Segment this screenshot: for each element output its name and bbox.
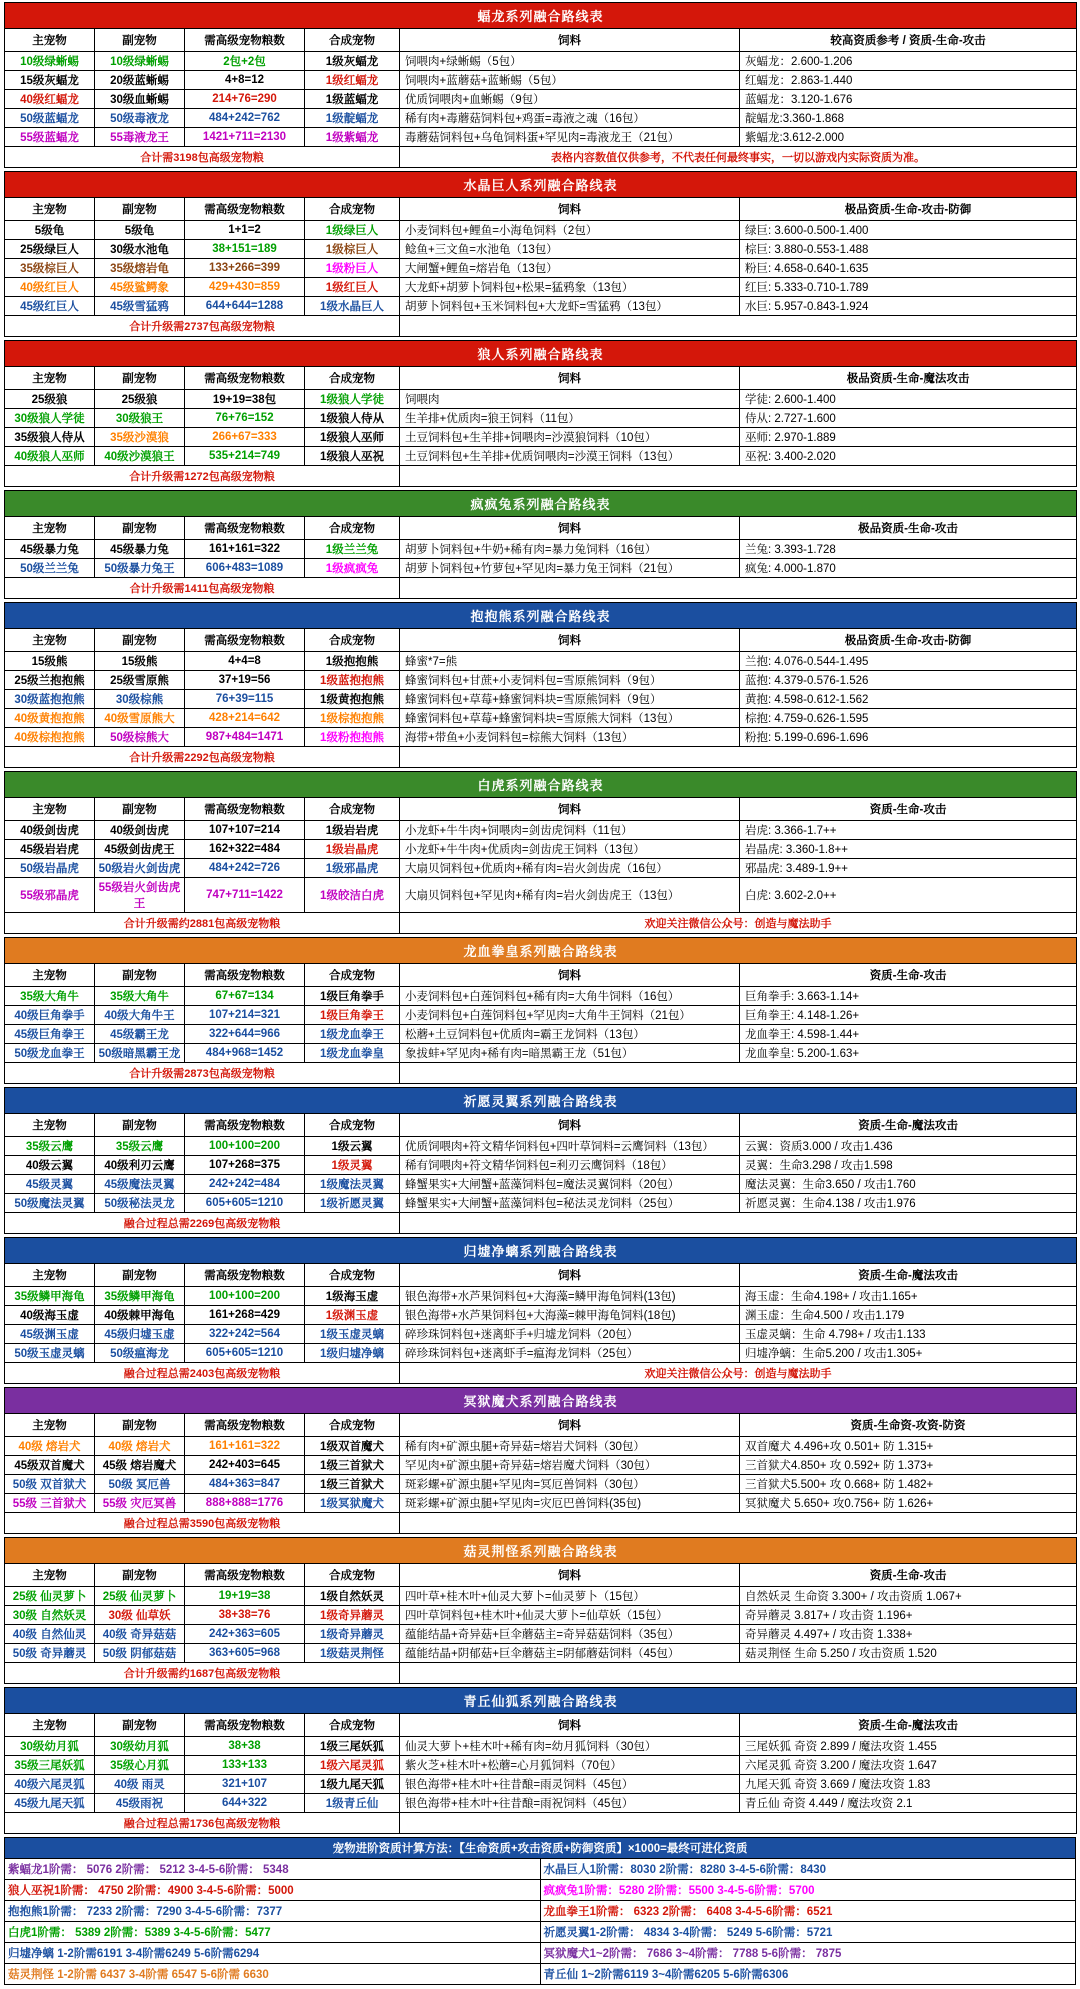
column-header: 需高级宠物粮数 bbox=[185, 1564, 305, 1587]
section-note bbox=[400, 578, 1077, 599]
column-header: 副宠物 bbox=[95, 1564, 185, 1587]
table-row: 40级 自然仙灵 40级 奇异菇菇 242+363=605 1级奇异蘑灵 蕴能结晶+奇异菇+巨伞蘑菇主=奇异菇菇饲料（35包） 奇异蘑灵 4.497+ / 攻击资 1.338+ bbox=[5, 1625, 1077, 1644]
table-row: 25级绿巨人 30级水池龟 38+151=189 1级棕巨人 鲶鱼+三文鱼=水池龟（13包） 棕巨: 3.880-0.553-1.488 bbox=[5, 240, 1077, 259]
column-header: 主宠物 bbox=[5, 964, 95, 987]
table-row: 40级海玉虚 40级棘甲海龟 161+268=429 1级渊玉虚 银色海带+水芦果饲料包+大海藻=棘甲海龟饲料(18包) 渊玉虚：生命4.500 / 攻击1.179 bbox=[5, 1306, 1077, 1325]
advancement-right: 水晶巨人1阶需：8030 2阶需：8280 3-4-5-6阶需：8430 bbox=[540, 1859, 1076, 1880]
table-row: 50级蓝蝠龙 50级毒液龙 484+242=762 1级靛蝠龙 稀有肉+毒蘑菇饲料包+鸡蛋=毒液之魂（16包） 靛蝠龙:3.360-1.868 bbox=[5, 109, 1077, 128]
column-header: 主宠物 bbox=[5, 198, 95, 221]
table-row: 15级灰蝠龙 20级蓝蜥蜴 4+8=12 1级红蝠龙 饲喂肉+蓝蘑菇+蓝蜥蜴（5包） 红蝠龙：2.863-1.440 bbox=[5, 71, 1077, 90]
section-note bbox=[400, 316, 1077, 337]
column-header: 资质-生命资-攻资-防资 bbox=[740, 1414, 1077, 1437]
column-header: 副宠物 bbox=[95, 29, 185, 52]
table-row: 45级渊玉虚 45级归墟玉虚 322+242=564 1级玉虚灵螭 碎珍珠饲料包+迷离虾手+归墟龙饲料（20包） 玉虚灵螭：生命 4.798+ / 攻击1.133 bbox=[5, 1325, 1077, 1344]
column-header: 需高级宠物粮数 bbox=[185, 964, 305, 987]
advancement-left: 菇灵荆怪 1-2阶需 6437 3-4阶需 6547 5-6阶需 6630 bbox=[5, 1964, 541, 1985]
column-header: 需高级宠物粮数 bbox=[185, 1414, 305, 1437]
advancement-row bbox=[5, 1901, 1076, 1922]
column-header: 合成宠物 bbox=[305, 798, 400, 821]
column-header: 主宠物 bbox=[5, 1264, 95, 1287]
column-header: 主宠物 bbox=[5, 1114, 95, 1137]
column-header: 合成宠物 bbox=[305, 629, 400, 652]
section-title: 白虎系列融合路线表 bbox=[5, 772, 1077, 798]
table-row: 40级棕抱抱熊 50级棕熊大 987+484=1471 1级粉抱抱熊 海带+带鱼+小麦饲料包=棕熊大饲料（13包） 粉抱: 5.199-0.696-1.696 bbox=[5, 728, 1077, 747]
column-header: 资质-生命-魔法攻击 bbox=[740, 1714, 1077, 1737]
table-row: 45级暴力兔 45级暴力兔 161+161=322 1级兰兰兔 胡萝卜饲料包+牛奶+稀有肉=暴力兔饲料（16包） 兰兔: 3.393-1.728 bbox=[5, 540, 1077, 559]
section-title: 抱抱熊系列融合路线表 bbox=[5, 603, 1077, 629]
table-row: 50级 双首狱犬 50级 冥厄兽 484+363=847 1级三首狱犬 斑彩螺+矿源虫腿+罕见肉=冥厄兽饲料（30包） 三首狱犬5.500+ 攻 0.668+ 防 1.482+ bbox=[5, 1475, 1077, 1494]
total-label: 合计升级需2737包高级宠物粮 bbox=[5, 316, 400, 337]
table-row: 40级红蝠龙 30级血蜥蜴 214+76=290 1级蓝蝠龙 优质饲喂肉+血蜥蜴（9包） 蓝蝠龙：3.120-1.676 bbox=[5, 90, 1077, 109]
total-row bbox=[5, 1663, 1077, 1684]
section-title: 蝠龙系列融合路线表 bbox=[5, 3, 1077, 29]
table-row: 45级红巨人 45级雪猛鸦 644+644=1288 1级水晶巨人 胡萝卜饲料包+玉米饲料包+大龙虾=雪猛鸦（13包） 水巨: 5.957-0.843-1.924 bbox=[5, 297, 1077, 316]
column-header: 饲料 bbox=[400, 198, 740, 221]
column-header: 主宠物 bbox=[5, 1564, 95, 1587]
table-row: 35级云鹰 35级云鹰 100+100=200 1级云翼 优质饲喂肉+符文精华饲料包+四叶草饲料=云鹰饲料（13包） 云翼：资质3.000 / 攻击1.436 bbox=[5, 1137, 1077, 1156]
column-header: 饲料 bbox=[400, 964, 740, 987]
column-header: 饲料 bbox=[400, 629, 740, 652]
advancement-row bbox=[5, 1880, 1076, 1901]
table-row: 40级 熔岩犬 40级 熔岩犬 161+161=322 1级双首魔犬 稀有肉+矿源虫腿+奇异菇=熔岩犬饲料（30包） 双首魔犬 4.496+攻 0.501+ 防 1.315+ bbox=[5, 1437, 1077, 1456]
fusion-table bbox=[4, 340, 1077, 487]
column-header: 需高级宠物粮数 bbox=[185, 1114, 305, 1137]
table-row: 40级狼人巫师 40级沙漠狼王 535+214=749 1级狼人巫祝 土豆饲料包+生羊排+优质饲喂肉=沙漠王饲料（13包） 巫祝: 3.400-2.020 bbox=[5, 447, 1077, 466]
advancement-right: 冥狱魔犬1~2阶需： 7686 3~4阶需： 7788 5-6阶需： 7875 bbox=[540, 1943, 1076, 1964]
fusion-table bbox=[4, 1387, 1077, 1534]
total-row bbox=[5, 1363, 1077, 1384]
column-header: 主宠物 bbox=[5, 798, 95, 821]
table-row: 40级黄抱抱熊 40级雪原熊大 428+214=642 1级棕抱抱熊 蜂蜜饲料包+草莓+蜂蜜饲料块=雪原熊大饲料（13包） 棕抱: 4.759-0.626-1.595 bbox=[5, 709, 1077, 728]
table-row: 50级玉虚灵螭 50级瘟海龙 605+605=1210 1级归墟净螭 碎珍珠饲料包+迷离虾手=瘟海龙饲料（25包） 归墟净螭：生命5.200 / 攻击1.305+ bbox=[5, 1344, 1077, 1363]
column-header: 较高资质参考 / 资质-生命-攻击 bbox=[740, 29, 1077, 52]
advancement-row bbox=[5, 1943, 1076, 1964]
table-row: 50级兰兰兔 50级暴力兔王 606+483=1089 1级疯疯兔 胡萝卜饲料包+竹萝包+罕见肉=暴力兔王饲料（21包） 疯兔: 4.000-1.870 bbox=[5, 559, 1077, 578]
fusion-table bbox=[4, 1687, 1077, 1834]
column-header: 饲料 bbox=[400, 1114, 740, 1137]
fusion-table bbox=[4, 1537, 1077, 1684]
table-row: 40级巨角拳手 40级大角牛王 107+214=321 1级巨角拳王 小麦饲料包+白莲饲料包+罕见肉=大角牛王饲料（21包） 巨角拳王: 4.148-1.26+ bbox=[5, 1006, 1077, 1025]
section-title: 菇灵荆怪系列融合路线表 bbox=[5, 1538, 1077, 1564]
column-header: 主宠物 bbox=[5, 629, 95, 652]
table-row: 30级 自然妖灵 30级 仙草妖 38+38=76 1级奇异蘑灵 四叶草饲料包+桂木叶+仙灵大萝卜=仙草妖（15包） 奇异蘑灵 3.817+ / 攻击资 1.196+ bbox=[5, 1606, 1077, 1625]
column-header: 饲料 bbox=[400, 517, 740, 540]
column-header: 饲料 bbox=[400, 1264, 740, 1287]
column-header: 主宠物 bbox=[5, 367, 95, 390]
table-row: 50级 奇异蘑灵 50级 阴郁菇菇 363+605=968 1级菇灵荆怪 蕴能结晶+阴郁菇+巨伞蘑菇主=阴郁蘑菇饲料（45包） 菇灵荆怪 生命 5.250 / 攻击资质 1.520 bbox=[5, 1644, 1077, 1663]
fusion-table bbox=[4, 1237, 1077, 1384]
column-header: 副宠物 bbox=[95, 1414, 185, 1437]
column-header: 合成宠物 bbox=[305, 1264, 400, 1287]
table-row: 25级 仙灵萝卜 25级 仙灵萝卜 19+19=38 1级自然妖灵 四叶草+桂木叶+仙灵大萝卜=仙灵萝卜（15包） 自然妖灵 生命资 3.300+ / 攻击资质 1.067+ bbox=[5, 1587, 1077, 1606]
total-label: 合计升级需约1687包高级宠物粮 bbox=[5, 1663, 400, 1684]
advancement-right: 祈愿灵翼1-2阶需： 4834 3-4阶需： 5249 5-6阶需：5721 bbox=[540, 1922, 1076, 1943]
column-header: 合成宠物 bbox=[305, 1564, 400, 1587]
section-note bbox=[400, 1663, 1077, 1684]
column-header: 饲料 bbox=[400, 1414, 740, 1437]
column-header: 副宠物 bbox=[95, 629, 185, 652]
column-header: 极品资质-生命-攻击-防御 bbox=[740, 629, 1077, 652]
footer-title: 宠物进阶资质计算方法：【生命资质+攻击资质+防御资质】×1000=最终可进化资质 bbox=[5, 1838, 1076, 1859]
total-label: 合计升级需2292包高级宠物粮 bbox=[5, 747, 400, 768]
table-header-row bbox=[5, 517, 1077, 540]
column-header: 需高级宠物粮数 bbox=[185, 29, 305, 52]
table-row: 40级红巨人 45级鲨鳄象 429+430=859 1级红巨人 大龙虾+胡萝卜饲料包+松果=猛鸦象（13包） 红巨: 5.333-0.710-1.789 bbox=[5, 278, 1077, 297]
column-header: 饲料 bbox=[400, 1564, 740, 1587]
table-header-row bbox=[5, 798, 1077, 821]
total-row bbox=[5, 1813, 1077, 1834]
table-header-row bbox=[5, 1264, 1077, 1287]
total-label: 合计升级需1411包高级宠物粮 bbox=[5, 578, 400, 599]
table-row: 55级蓝蝠龙 55毒液龙王 1421+711=2130 1级紫蝠龙 毒蘑菇饲料包+乌龟饲料蛋+罕见肉=毒液龙王（21包） 紫蝠龙:3.612-2.000 bbox=[5, 128, 1077, 147]
table-row: 35级棕巨人 35级熔岩龟 133+266=399 1级粉巨人 大闸蟹+鲤鱼=熔岩龟（13包） 粉巨: 4.658-0.640-1.635 bbox=[5, 259, 1077, 278]
fusion-table bbox=[4, 937, 1077, 1084]
section-note bbox=[400, 1063, 1077, 1084]
section-note bbox=[400, 1813, 1077, 1834]
table-header-row bbox=[5, 1714, 1077, 1737]
advancement-right: 疯疯兔1阶需：5280 2阶需：5500 3-4-5-6阶需：5700 bbox=[540, 1880, 1076, 1901]
table-row: 50级岩晶虎 50级岩火剑齿虎 484+242=726 1级邪晶虎 大扇贝饲料包+优质肉+稀有肉=岩火剑齿虎（16包） 邪晶虎: 3.489-1.9++ bbox=[5, 859, 1077, 878]
section-title: 龙血拳皇系列融合路线表 bbox=[5, 938, 1077, 964]
advancement-row bbox=[5, 1964, 1076, 1985]
table-row: 35级狼人侍从 35级沙漠狼 266+67=333 1级狼人巫师 土豆饲料包+生羊排+饲喂肉=沙漠狼饲料（10包） 巫师: 2.970-1.889 bbox=[5, 428, 1077, 447]
column-header: 资质-生命-攻击 bbox=[740, 1564, 1077, 1587]
total-label: 合计升级需2873包高级宠物粮 bbox=[5, 1063, 400, 1084]
table-row: 40级剑齿虎 40级剑齿虎 107+107=214 1级岩岩虎 小龙虾+牛牛肉+饲喂肉=剑齿虎饲料（11包） 岩虎: 3.366-1.7++ bbox=[5, 821, 1077, 840]
advancement-right: 龙血拳王1阶需： 6323 2阶需： 6408 3-4-5-6阶需：6521 bbox=[540, 1901, 1076, 1922]
table-row: 30级幼月狐 30级幼月狐 38+38 1级三尾妖狐 仙灵大萝卜+桂木叶+稀有肉=幼月狐饲料（30包） 三尾妖狐 奇资 2.899 / 魔法攻资 1.455 bbox=[5, 1737, 1077, 1756]
total-label: 融合过程总需2269包高级宠物粮 bbox=[5, 1213, 400, 1234]
table-row: 10级绿蜥蜴 10级绿蜥蜴 2包+2包 1级灰蝠龙 饲喂肉+绿蜥蜴（5包） 灰蝠龙：2.600-1.206 bbox=[5, 52, 1077, 71]
table-row: 35级三尾妖狐 35级心月狐 133+133 1级六尾灵狐 紫火芝+桂木叶+松蘑=心月狐饲料（70包） 六尾灵狐 奇资 3.200 / 魔法攻资 1.647 bbox=[5, 1756, 1077, 1775]
column-header: 饲料 bbox=[400, 29, 740, 52]
column-header: 资质-生命-攻击 bbox=[740, 964, 1077, 987]
column-header: 主宠物 bbox=[5, 1714, 95, 1737]
column-header: 饲料 bbox=[400, 367, 740, 390]
total-label: 合计升级需约2881包高级宠物粮 bbox=[5, 913, 400, 934]
table-row: 50级龙血拳王 50级暗黑霸王龙 484+968=1452 1级龙血拳皇 象拔蚌+罕见肉+稀有肉=暗黑霸王龙（51包） 龙血拳皇: 5.200-1.63+ bbox=[5, 1044, 1077, 1063]
table-row: 50级魔法灵翼 50级秘法灵龙 605+605=1210 1级祈愿灵翼 蜂蟹果实+大闸蟹+蓝藻饲料包=秘法灵龙饲料（25包） 祈愿灵翼：生命4.138 / 攻击1.976 bbox=[5, 1194, 1077, 1213]
table-header-row bbox=[5, 367, 1077, 390]
column-header: 主宠物 bbox=[5, 29, 95, 52]
column-header: 合成宠物 bbox=[305, 29, 400, 52]
table-header-row bbox=[5, 29, 1077, 52]
advancement-row bbox=[5, 1922, 1076, 1943]
table-row: 55级 三首狱犬 55级 灾厄冥兽 888+888=1776 1级冥狱魔犬 斑彩螺+矿源虫腿+罕见肉=灾厄巴兽饲料(35包) 冥狱魔犬 5.650+ 攻0.756+ 防 1.626+ bbox=[5, 1494, 1077, 1513]
column-header: 副宠物 bbox=[95, 1114, 185, 1137]
column-header: 合成宠物 bbox=[305, 1114, 400, 1137]
table-row: 40级云翼 40级利刃云鹰 107+268=375 1级灵翼 稀有饲喂肉+符文精华饲料包=利刃云鹰饲料（18包） 灵翼：生命3.298 / 攻击1.598 bbox=[5, 1156, 1077, 1175]
column-header: 需高级宠物粮数 bbox=[185, 1714, 305, 1737]
column-header: 副宠物 bbox=[95, 517, 185, 540]
column-header: 副宠物 bbox=[95, 1264, 185, 1287]
table-header-row bbox=[5, 198, 1077, 221]
total-row bbox=[5, 1213, 1077, 1234]
section-note bbox=[400, 1213, 1077, 1234]
column-header: 副宠物 bbox=[95, 198, 185, 221]
section-note bbox=[400, 466, 1077, 487]
section-note bbox=[400, 1513, 1077, 1534]
table-row: 15级熊 15级熊 4+4=8 1级抱抱熊 蜂蜜*7=熊 兰抱: 4.076-0.544-1.495 bbox=[5, 652, 1077, 671]
total-label: 融合过程总需2403包高级宠物粮 bbox=[5, 1363, 400, 1384]
column-header: 合成宠物 bbox=[305, 198, 400, 221]
advancement-row bbox=[5, 1859, 1076, 1880]
table-header-row bbox=[5, 1414, 1077, 1437]
column-header: 需高级宠物粮数 bbox=[185, 198, 305, 221]
column-header: 资质-生命-魔法攻击 bbox=[740, 1264, 1077, 1287]
column-header: 需高级宠物粮数 bbox=[185, 367, 305, 390]
advancement-left: 狼人巫祝1阶需： 4750 2阶需：4900 3-4-5-6阶需：5000 bbox=[5, 1880, 541, 1901]
table-row: 25级兰抱抱熊 25级雪原熊 37+19=56 1级蓝抱抱熊 蜂蜜饲料包+甘蔗+小麦饲料包=雪原熊饲料（9包） 蓝抱: 4.379-0.576-1.526 bbox=[5, 671, 1077, 690]
column-header: 饲料 bbox=[400, 798, 740, 821]
table-row: 25级狼 25级狼 19+19=38包 1级狼人学徒 饲喂肉 学徒: 2.600-1.400 bbox=[5, 390, 1077, 409]
column-header: 饲料 bbox=[400, 1714, 740, 1737]
table-row: 45级巨角拳王 45级霸王龙 322+644=966 1级龙血拳王 松蘑+土豆饲料包+优质肉=霸王龙饲料（13包） 龙血拳王: 4.598-1.44+ bbox=[5, 1025, 1077, 1044]
column-header: 副宠物 bbox=[95, 367, 185, 390]
section-title: 冥狱魔犬系列融合路线表 bbox=[5, 1388, 1077, 1414]
advancement-left: 白虎1阶需： 5389 2阶需：5389 3-4-5-6阶需：5477 bbox=[5, 1922, 541, 1943]
table-row: 45级九尾天狐 45级雨祝 644+322 1级青丘仙 银色海带+桂木叶+往昔酿=雨祝饲料（45包） 青丘仙 奇资 4.449 / 魔法攻资 2.1 bbox=[5, 1794, 1077, 1813]
table-row: 45级双首魔犬 45级 熔岩魔犬 242+403=645 1级三首狱犬 罕见肉+矿源虫腿+奇异菇=熔岩魔犬饲料（30包） 三首狱犬4.850+ 攻 0.592+ 防 1.373+ bbox=[5, 1456, 1077, 1475]
total-row bbox=[5, 747, 1077, 768]
section-title: 疯疯兔系列融合路线表 bbox=[5, 491, 1077, 517]
column-header: 资质-生命-攻击 bbox=[740, 798, 1077, 821]
column-header: 资质-生命-魔法攻击 bbox=[740, 1114, 1077, 1137]
column-header: 合成宠物 bbox=[305, 1414, 400, 1437]
column-header: 需高级宠物粮数 bbox=[185, 798, 305, 821]
column-header: 合成宠物 bbox=[305, 517, 400, 540]
fusion-table bbox=[4, 171, 1077, 337]
section-note: 欢迎关注微信公众号：创造与魔法助手 bbox=[400, 913, 1077, 934]
column-header: 极品资质-生命-攻击 bbox=[740, 517, 1077, 540]
column-header: 合成宠物 bbox=[305, 367, 400, 390]
total-label: 合计升级需1272包高级宠物粮 bbox=[5, 466, 400, 487]
column-header: 合成宠物 bbox=[305, 964, 400, 987]
table-row: 35级鳞甲海龟 35级鳞甲海龟 100+100=200 1级海玉虚 银色海带+水芦果饲料包+大海藻=鳞甲海龟饲料(13包) 海玉虚：生命4.198+ / 攻击1.165+ bbox=[5, 1287, 1077, 1306]
section-title: 祈愿灵翼系列融合路线表 bbox=[5, 1088, 1077, 1114]
column-header: 副宠物 bbox=[95, 1714, 185, 1737]
table-row: 5级龟 5级龟 1+1=2 1级绿巨人 小麦饲料包+鲤鱼=小海龟饲料（2包） 绿巨: 3.600-0.500-1.400 bbox=[5, 221, 1077, 240]
total-row bbox=[5, 1513, 1077, 1534]
total-row bbox=[5, 466, 1077, 487]
table-row: 30级蓝抱抱熊 30级棕熊 76+39=115 1级黄抱抱熊 蜂蜜饲料包+草莓+蜂蜜饲料块=雪原熊饲料（9包） 黄抱: 4.598-0.612-1.562 bbox=[5, 690, 1077, 709]
total-row bbox=[5, 316, 1077, 337]
table-header-row bbox=[5, 629, 1077, 652]
column-header: 副宠物 bbox=[95, 964, 185, 987]
total-row bbox=[5, 913, 1077, 934]
table-header-row bbox=[5, 1114, 1077, 1137]
total-row bbox=[5, 578, 1077, 599]
fusion-table bbox=[4, 2, 1077, 168]
advancement-table bbox=[4, 1837, 1076, 1985]
section-title: 狼人系列融合路线表 bbox=[5, 341, 1077, 367]
advancement-left: 归墟净螭 1-2阶需6191 3-4阶需6249 5-6阶需6294 bbox=[5, 1943, 541, 1964]
section-note: 表格内容数值仅供参考，不代表任何最终事实，一切以游戏内实际资质为准。 bbox=[400, 147, 1077, 168]
section-title: 归墟净螭系列融合路线表 bbox=[5, 1238, 1077, 1264]
table-header-row bbox=[5, 964, 1077, 987]
table-row: 40级六尾灵狐 40级 雨灵 321+107 1级九尾天狐 银色海带+桂木叶+往昔酿=雨灵饲料（45包） 九尾天狐 奇资 3.669 / 魔法攻资 1.83 bbox=[5, 1775, 1077, 1794]
column-header: 合成宠物 bbox=[305, 1714, 400, 1737]
column-header: 需高级宠物粮数 bbox=[185, 517, 305, 540]
table-header-row bbox=[5, 1564, 1077, 1587]
column-header: 主宠物 bbox=[5, 517, 95, 540]
column-header: 主宠物 bbox=[5, 1414, 95, 1437]
section-note bbox=[400, 747, 1077, 768]
column-header: 副宠物 bbox=[95, 798, 185, 821]
column-header: 极品资质-生命-攻击-防御 bbox=[740, 198, 1077, 221]
column-header: 需高级宠物粮数 bbox=[185, 1264, 305, 1287]
advancement-left: 紫蝠龙1阶需： 5076 2阶需： 5212 3-4-5-6阶需： 5348 bbox=[5, 1859, 541, 1880]
fusion-table bbox=[4, 490, 1077, 599]
total-row bbox=[5, 147, 1077, 168]
table-row: 55级邪晶虎 55级岩火剑齿虎王 747+711=1422 1级皎洁白虎 大扇贝饲料包+罕见肉+稀有肉=岩火剑齿虎王（13包） 白虎: 3.602-2.0++ bbox=[5, 878, 1077, 913]
column-header: 需高级宠物粮数 bbox=[185, 629, 305, 652]
section-note: 欢迎关注微信公众号：创造与魔法助手 bbox=[400, 1363, 1077, 1384]
fusion-table bbox=[4, 1087, 1077, 1234]
column-header: 极品资质-生命-魔法攻击 bbox=[740, 367, 1077, 390]
total-label: 融合过程总需3590包高级宠物粮 bbox=[5, 1513, 400, 1534]
total-label: 融合过程总需1736包高级宠物粮 bbox=[5, 1813, 400, 1834]
section-title: 青丘仙狐系列融合路线表 bbox=[5, 1688, 1077, 1714]
total-row bbox=[5, 1063, 1077, 1084]
section-title: 水晶巨人系列融合路线表 bbox=[5, 172, 1077, 198]
fusion-table bbox=[4, 602, 1077, 768]
advancement-right: 青丘仙 1~2阶需6119 3~4阶需6205 5-6阶需6306 bbox=[540, 1964, 1076, 1985]
total-label: 合计需3198包高级宠物粮 bbox=[5, 147, 400, 168]
table-row: 45级灵翼 45级魔法灵翼 242+242=484 1级魔法灵翼 蜂蟹果实+大闸蟹+蓝藻饲料包=魔法灵翼饲料（20包） 魔法灵翼：生命3.650 / 攻击1.760 bbox=[5, 1175, 1077, 1194]
advancement-left: 抱抱熊1阶需： 7233 2阶需：7290 3-4-5-6阶需：7377 bbox=[5, 1901, 541, 1922]
table-row: 35级大角牛 35级大角牛 67+67=134 1级巨角拳手 小麦饲料包+白莲饲料包+稀有肉=大角牛饲料（16包） 巨角拳手: 3.663-1.14+ bbox=[5, 987, 1077, 1006]
table-row: 45级岩岩虎 45级剑齿虎王 162+322=484 1级岩晶虎 小龙虾+牛牛肉+优质肉=剑齿虎王饲料（13包） 岩晶虎: 3.360-1.8++ bbox=[5, 840, 1077, 859]
table-row: 30级狼人学徒 30级狼王 76+76=152 1级狼人侍从 生羊排+优质肉=狼王饲料（11包） 侍从: 2.727-1.600 bbox=[5, 409, 1077, 428]
fusion-table bbox=[4, 771, 1077, 934]
